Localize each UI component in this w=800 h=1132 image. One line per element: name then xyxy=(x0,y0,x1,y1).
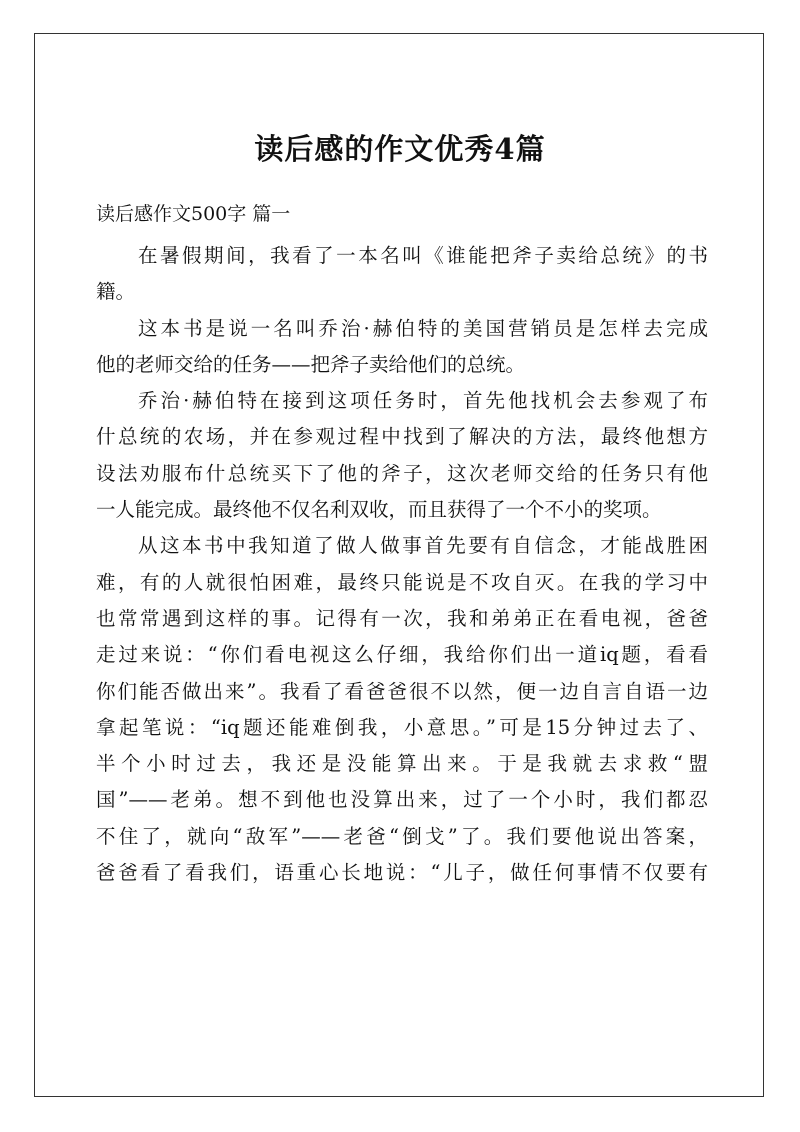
text-line: 一人能完成。最终他不仅名利双收，而且获得了一个不小的奖项。 xyxy=(96,498,662,522)
text-line: 什总统的农场，并在参观过程中找到了解决的方法，最终他想方 xyxy=(96,425,708,449)
text-line: 难，有的人就很怕困难，最终只能说是不攻自灭。在我的学习中 xyxy=(96,570,708,594)
text-line: 在暑假期间，我看了一本名叫《谁能把斧子卖给总统》的书 xyxy=(138,244,708,267)
text-line: 也常常遇到这样的事。记得有一次，我和弟弟正在看电视，爸爸 xyxy=(96,606,708,630)
text-line: 半个小时过去，我还是没能算出来。于是我就去求救“盟 xyxy=(96,752,708,776)
text-line: 你们能否做出来”。我看了看爸爸很不以然，便一边自言自语一边 xyxy=(96,679,708,703)
text-line: 这本书是说一名叫乔治·赫伯特的美国营销员是怎样去完成 xyxy=(138,316,708,340)
text-line: 走过来说：“你们看电视这么仔细，我给你们出一道iq题，看看 xyxy=(96,643,708,667)
text-line: 从这本书中我知道了做人做事首先要有自信念，才能战胜困 xyxy=(138,534,708,558)
text-line: 他的老师交给的任务——把斧子卖给他们的总统。 xyxy=(96,352,526,376)
text-line: 设法劝服布什总统买下了他的斧子，这次老师交给的任务只有他 xyxy=(96,461,708,485)
text-line: 籍。 xyxy=(96,280,136,304)
text-line: 爸爸看了看我们，语重心长地说：“儿子，做任何事情不仅要有 xyxy=(96,861,708,885)
text-line: 不住了，就向“敌军”——老爸“倒戈”了。我们要他说出答案， xyxy=(96,824,708,848)
body-text xyxy=(96,238,708,891)
section-heading: 读后感作文500字 篇一 xyxy=(96,203,291,225)
text-line: 乔治·赫伯特在接到这项任务时，首先他找机会去参观了布 xyxy=(138,389,708,413)
document-title: 读后感的作文优秀4篇 xyxy=(254,132,546,166)
text-line: 拿起笔说：“iq题还能难倒我，小意思。”可是15分钟过去了、 xyxy=(96,715,708,739)
text-line: 国”——老弟。想不到他也没算出来，过了一个小时，我们都忍 xyxy=(96,788,708,812)
